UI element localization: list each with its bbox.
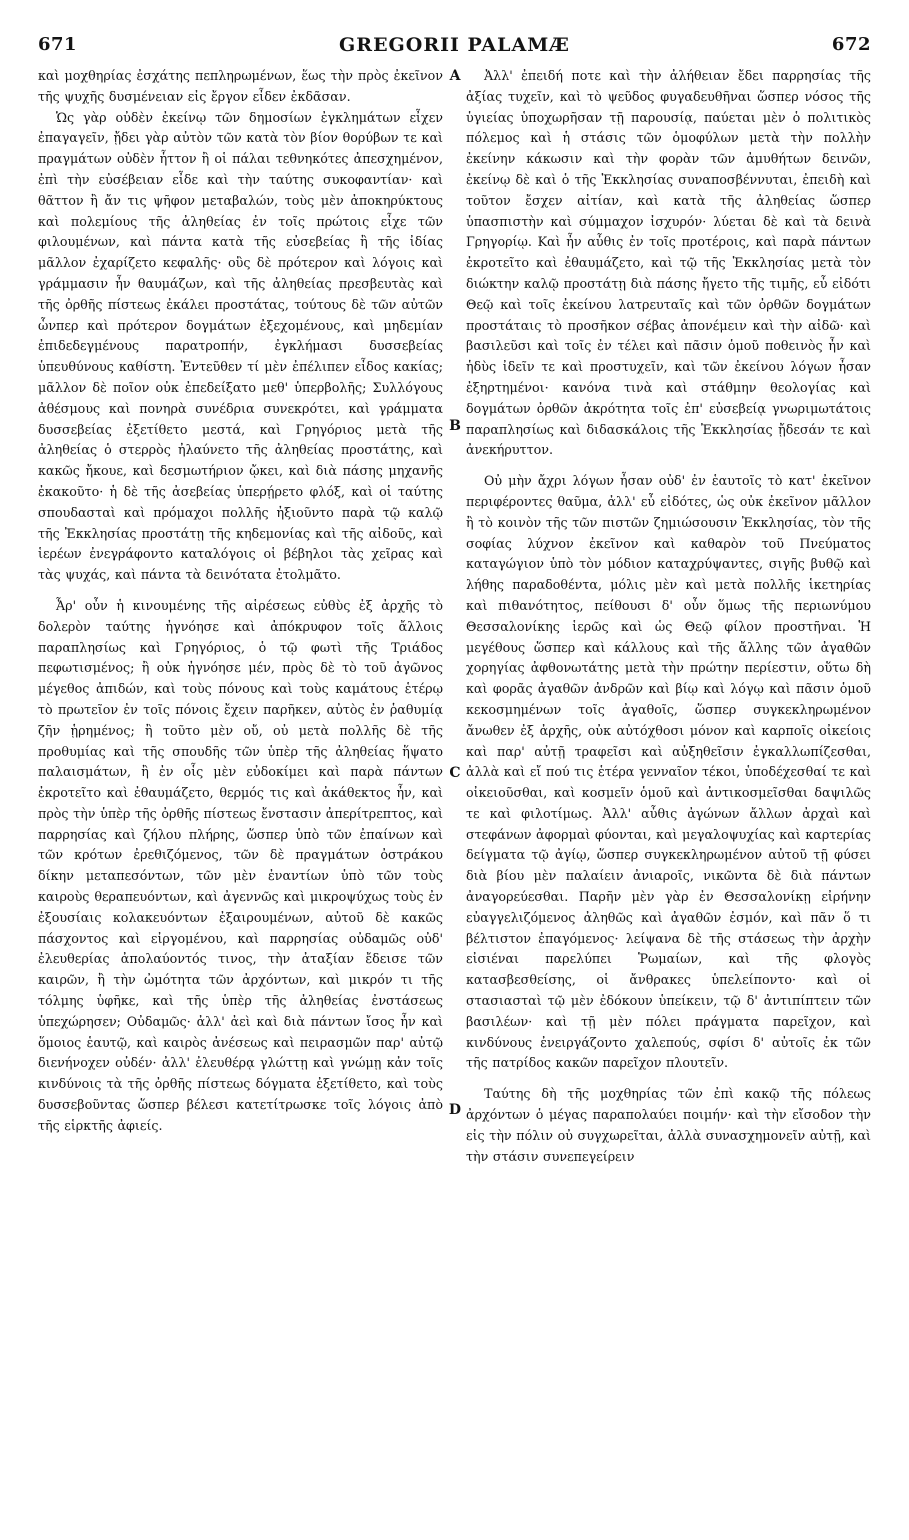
left-page-number: 671: [38, 34, 78, 55]
paragraph: Ὡς γὰρ οὐδὲν ἐκείνῳ τῶν δημοσίων ἐγκλημάτων εἶχεν ἐπαγαγεῖν, ᾔδει γὰρ αὐτὸν τῶν κατὰ τὸν βίον θορύβων τε καὶ πραγμάτων οὐδὲν ἧττον ἢ οἱ πάλαι τεθνηκότες ἀπεσχημένον, ἐπὶ τὴν εὐσέβειαν εἶδε καὶ τὴν ταύτης συκοφαντίαν· καὶ θᾶττον ἢ ἄν τις ψῆφον μεταβαλών, τοὺς μὲν ἀποκηρύκτους καὶ πολεμίους τῆς ἀληθείας ἐν τοῖς πρώτοις εἶχε τῶν φιλουμένων, καὶ πάντα κατὰ τῆς εὐσεβείας ἢ τῆς ἰδίας μᾶλλον ἐχαρίζετο κεφαλῆς· οὓς δὲ πρότερον καὶ λόγοις καὶ γράμμασιν ἦν θαυμάζων, καὶ τῆς ἀληθείας πρεσβευτὰς καὶ τῆς ὀρθῆς πίστεως ἐκάλει προστάτας, τούτους δὲ τῶν αὐτῶν ὧνπερ καὶ πρότερον δογμάτων ἐξεχομένους, καὶ μηδεμίαν ἐπιδεδεγμένους παρατροπήν, ἐγκλήμασι δυσσεβείας ὑπευθύνους καθίστη. Ἐντεῦθεν τί μὲν ἐπέλιπεν εἶδος κακίας; μᾶλλον δὲ ποῖον οὐκ ἐπεδείξατο μεθ' ὑπερβολῆς; Συλλόγους ἀθέσμους καὶ πονηρὰ συνέδρια συνεκρότει, καὶ γράμματα δυσσεβείας ἐξετίθετο μεστά, καὶ Γρηγόριος μετὰ τῆς ἀληθείας ὁ στερρὸς ἠλαύνετο τῆς ἀληθείας προστάτης, καὶ κακῶς ἤκουε, καὶ δεσμωτήριον ᾤκει, καὶ διὰ πάσης μηχανῆς ἐκακοῦτο· ἡ δὲ τῆς ἀσεβείας ὑπερῄρετο φλόξ, καὶ οἱ ταύτης σπουδασταὶ καὶ πρόμαχοι πολλῆς ἠξιοῦντο παρὰ τῷ καλῷ τῆς Ἐκκλησίας προστάτῃ τῆς κηδεμονίας καὶ τῆς αἰδοῦς, καὶ ἱερέων ἐνεγράφοντο καταλόγοις οἱ βέβηλοι τὰς χεῖρας καὶ τὰς ψυχάς, καὶ πάντα τὰ δεινότατα ἐτολμᾶτο.: [38, 109, 443, 583]
paragraph: Ἆρ' οὖν ἡ κινουμένης τῆς αἱρέσεως εὐθὺς ἐξ ἀρχῆς τὸ δολερὸν ταύτης ἠγνόησε καὶ ἀπόκρυφον τοῖς ἄλλοις παραπλησίως καὶ Γρηγόριος, ὁ τῷ φωτὶ τῆς Τριάδος πεφωτισμένος; ἢ οὐκ ἠγνόησε μέν, πρὸς δὲ τὸ τοῦ ἀγῶνος μέγεθος ἀπιδών, καὶ τοὺς πόνους καὶ τοὺς καμάτους ἑτέρῳ τὸ πρωτεῖον ἐν τοῖς πόνοις ἔχειν παρῆκεν, αὐτὸς ἐν ῥαθυμίᾳ ζῆν ᾑρημένος; ἢ τοῦτο μὲν οὔ, οὐ μετὰ πολλῆς δὲ τῆς προθυμίας καὶ τῆς σπουδῆς τῶν ὑπὲρ τῆς ἀληθείας ἥψατο παλαισμάτων, ἢ ἐν οἷς μὲν εὐδοκίμει καὶ παρὰ πάντων ἐκροτεῖτο καὶ ἐθαυμάζετο, θερμός τις καὶ ἀκάθεκτος ἦν, καὶ πρὸς τὴν ὑπὲρ τῆς ὀρθῆς πίστεως ἔνστασιν ἀπερίτρεπτος, καὶ παρρησίας καὶ ζήλου πλήρης, ὥσπερ ὑπὸ τῶν ἐπαίνων καὶ τῶν κρότων ἐρεθιζόμενος, τῶν δὲ πραγμάτων ὀστράκου δίκην μεταπεσόντων, τῶν μὲν ἐναντίων ὑπὸ τῶν τοὺς καιροὺς θεραπευόντων, καὶ ἀγεννῶς καὶ μικροψύχως τοὺς ἐν ἐξουσίαις κολακευόντων ἐξαιρουμένων, αὐτοῦ δὲ κακῶς πάσχοντος καὶ εἰργομένου, καὶ παρρησίας οὐδαμῶς οὐδ' ἐλευθερίας ἀπολαύοντός τινος, τὴν ἀταξίαν ἔδεισε τῶν καιρῶν, ἢ τὴν ὠμότητα τῶν ἀρχόντων, καὶ μικρόν τι τῆς τόλμης ὑφῆκε, καὶ τῆς ὑπὲρ τῆς ἀληθείας ἐνστάσεως ὑπεχώρησεν; Οὐδαμῶς· ἀλλ' ἀεὶ καὶ διὰ πάντων ἴσος ἦν καὶ ὅμοιος ἑαυτῷ, καὶ καιρὸς ἀνέσεως καὶ πειρασμῶν παρ' αὐτῷ διενήνοχεν οὐδέν· ἀλλ' ἐλευθέρᾳ γλώττῃ καὶ γνώμῃ κἀν τοῖς κινδύνοις τὰ τῆς ὀρθῆς πίστεως δόγματα ἐξετίθετο, καὶ τοὺς δυσσεβοῦντας ὥσπερ βέλεσι κατετίτρωσκε τοῖς λόγοις ἀπὸ τῆς εἱρκτῆς ἀφιείς.: [38, 597, 443, 1133]
paragraph: Ταύτης δὴ τῆς μοχθηρίας τῶν ἐπὶ κακῷ τῆς πόλεως ἀρχόντων ὁ μέγας παραπολαύει ποιμήν· καὶ τὴν εἴσοδον τὴν εἰς τὴν πόλιν οὐ συγχωρεῖται, ἀλλὰ συνασχημονεῖν αὐτῇ, καὶ τὴν στάσιν συνεπεγείρειν: [466, 1086, 871, 1164]
section-marker-c: C: [449, 765, 461, 781]
section-marker-b: B: [449, 418, 461, 434]
left-column: [38, 66, 443, 1496]
section-marker-d: D: [448, 1102, 462, 1118]
paragraph: καὶ μοχθηρίας ἐσχάτης πεπληρωμένων, ἕως τὴν πρὸς ἐκεῖνον τῆς ψυχῆς δυσμένειαν εἰς ἔργον εἶδεν ἐκδᾶσαν.: [38, 68, 443, 104]
paragraph: Οὐ μὴν ἄχρι λόγων ἦσαν οὐδ' ἐν ἑαυτοῖς τὸ κατ' ἐκεῖνον περιφέροντες θαῦμα, ἀλλ' εὖ εἰδότες, ὡς οὐκ ἐκεῖνον μᾶλλον ἢ τὸ κοινὸν τῆς τῶν πιστῶν ζημιώσουσιν Ἐκκλησίας, τὸν τῆς σοφίας λύχνον ἐκεῖνον καὶ καθαρὸν τοῦ Πνεύματος καταγώγιον ὑπὸ τὸν μόδιον καταχρύψαντες, σιγῆς βυθῷ καὶ λήθης παραδοθέντα, μόλις μὲν καὶ μετὰ πολλῆς ἱκετηρίας καὶ πιθανότητος, πείθουσι δ' οὖν ὅμως τῆς περιωνύμου Θεσσαλονίκης ἱερῶς καὶ ὡς Θεῷ φίλον προστῆναι. Ἡ μεγέθους ὥσπερ καὶ κάλλους καὶ τῆς ἄλλης τῶν ἀγαθῶν χορηγίας ἀφθονωτάτης μετὰ τὴν πρώτην περίεστιν, οὕτω δὴ καὶ φορᾶς ἀγαθῶν ἀνδρῶν καὶ βίῳ καὶ λόγῳ καὶ πᾶσιν ὁμοῦ κεκοσμημένων τοῖς ἀγαθοῖς, ὥσπερ συγκεκληρωμένον ἄνωθεν ἐξ ἀρχῆς, οὐκ αὐτόχθοσι μόνον καὶ καρποῖς οἰκείοις καὶ παρ' αὐτῇ τραφεῖσι καὶ αὐξηθεῖσιν ἐγκαλλωπίζεσθαι, ἀλλὰ καὶ εἴ πού τις ἑτέρα γενναῖον τέκοι, ὑποδέχεσθαί τε καὶ οἰκειοῦσθαι, καὶ κοσμεῖν ὁμοῦ καὶ ἀντικοσμεῖσθαι δαψιλῶς τε καὶ φιλοτίμως. Ἀλλ' αὖθις ἀγώνων ἄλλων ἀρχαὶ καὶ στεφάνων ἀφορμαὶ φύονται, καὶ μεγαλοψυχίας καὶ καρτερίας δείγματα τῷ ἀγίῳ, ὥσπερ συγκεκληρωμένον αὐτοῦ τῇ φύσει διὰ βίου μὲν παλαίειν ἀνιαροῖς, νικῶντα δὲ διὰ πάντων ἀναγορεύεσθαι. Παρῆν μὲν γὰρ ἐν Θεσσαλονίκῃ εἰρήνην εὐαγγελιζόμενος ἀληθῶς καὶ ἀγαθῶν ἐσμόν, καὶ πᾶν ὅ τι βέλτιστον ἐπαγόμενος· λείψανα δὲ τῆς στάσεως τὴν ἀρχὴν εἰσιέναι παρελύπει Ῥωμαίων, καὶ τῆς φλογὸς κατασβεσθείσης, οἱ ἄνθρακες ὑπελείποντο· καὶ οἱ στασιασταὶ τῷ μὲν ἐδόκουν ὑπείκειν, τῷ δ' ἀντιπίπτειν τῶν βασιλέων· καὶ τῇ μὲν πόλει πράγματα παρεῖχον, καὶ κινδύνους ἐνειργάζοντο χαλεπούς, σφίσι δ' αὐτοῖς ἐκ τῶν τῆς πατρίδος κακῶν παρεῖχον πλουτεῖν.: [466, 473, 871, 1071]
paragraph: Ἀλλ' ἐπειδή ποτε καὶ τὴν ἀλήθειαν ἔδει παρρησίας τῆς ἀξίας τυχεῖν, καὶ τὸ ψεῦδος φυγαδευθῆναι ὥσπερ νόσος τῆς ὑγιείας ὑποχωρῆσαν τῇ παρουσίᾳ, παύεται μὲν ὁ πολιτικὸς πόλεμος καὶ ἡ στάσις τῶν ὁμοφύλων μετὰ τὴν πολλὴν ἐκείνην κάκωσιν καὶ τὴν φορὰν τῶν ἀμυθήτων δεινῶν, ἐκείνῳ δὲ καὶ ὁ τῆς Ἐκκλησίας συναποσβέννυται, ἐπειδὴ καὶ τοῦτον ἔσχεν αἰτίαν, καὶ κατὰ τῆς ἀληθείας ὥσπερ ὑπασπιστὴν καὶ σύμμαχον ἰσχυρόν· λύεται δὲ καὶ τὰ δεινὰ Γρηγορίῳ. Καὶ ἦν αὖθις ἐν τοῖς προτέροις, καὶ παρὰ πάντων ἐκροτεῖτο καὶ ἐθαυμάζετο, καὶ τῷ τῆς Ἐκκλησίας μετὰ τὸν διώκτην καλῷ προστάτῃ διὰ πάσης ἤγετο τῆς τιμῆς, εὖ εἰδότι Θεῷ καὶ τοῖς ἐκείνου λατρευταῖς καὶ τῶν ὀρθῶν δογμάτων προστάταις τὸ προσῆκον σέβας ἀπονέμειν καὶ τὴν αἰδῶ· καὶ βασιλεῦσι καὶ τοῖς ἐν τέλει καὶ πᾶσιν ὁμοῦ ποθεινὸς ἦν καὶ ἡδὺς ἰδεῖν τε καὶ προστυχεῖν, καὶ τῶν ἐκείνου λόγων ἦσαν ἐξηρτημένοι· κανόνα τινὰ καὶ στάθμην θεολογίας καὶ δογμάτων ὀρθῶν ἀκρότητα τοῖς ἐπ' εὐσεβείᾳ γνωριμωτάτοις παραπλησίως καὶ διδασκάλοις τῆς Ἐκκλησίας ᾔδεσάν τε καὶ ἀνεκήρυττον.: [466, 68, 871, 458]
right-page-number: 672: [831, 34, 871, 55]
section-marker-a: A: [449, 68, 461, 84]
running-title: GREGORII PALAMÆ: [339, 34, 570, 56]
page-header: [38, 34, 871, 60]
right-column: [466, 66, 871, 1496]
